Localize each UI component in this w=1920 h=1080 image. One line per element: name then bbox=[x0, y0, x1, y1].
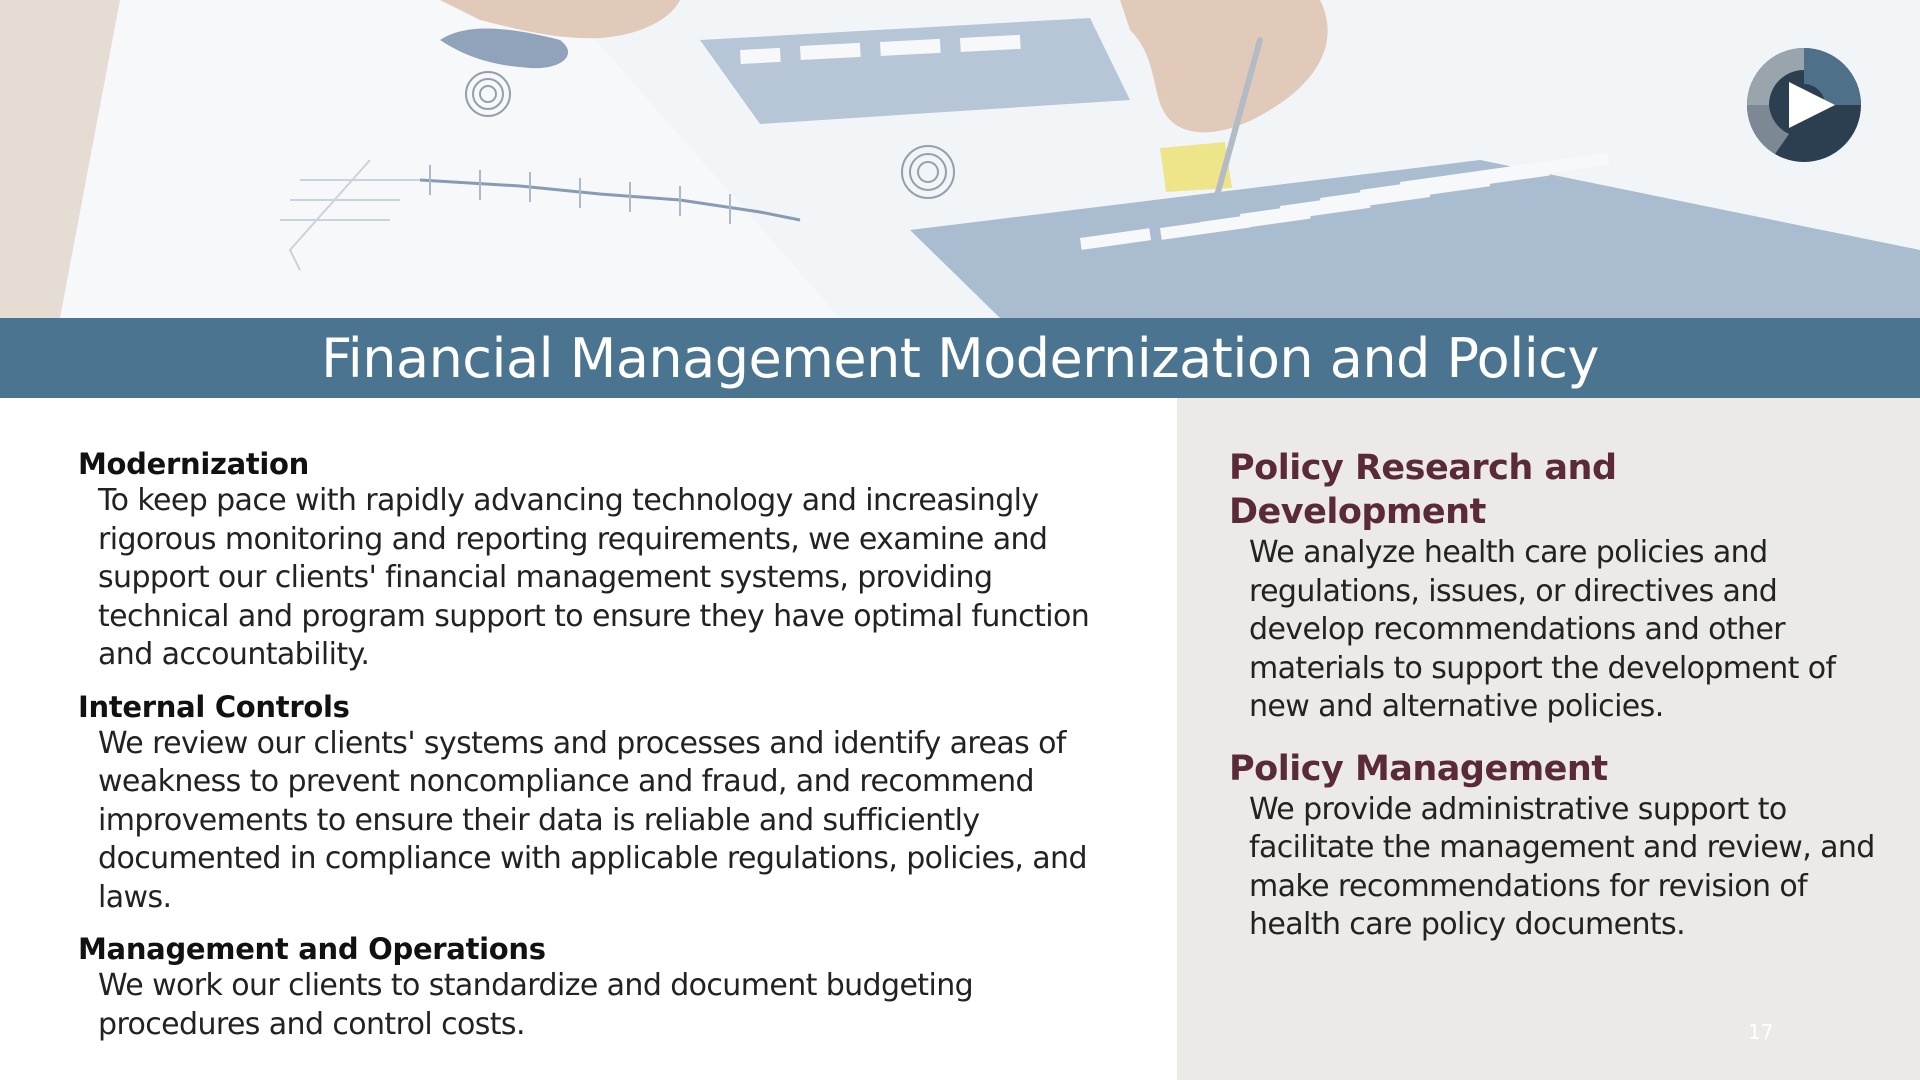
section-body: To keep pace with rapidly advancing technology and increasingly rigorous monitoring and reporting requirements, we examine and support our clients' financial management systems, providing technical and program support to ensure they have optimal function and accountability. bbox=[98, 483, 1090, 672]
section-heading: Internal Controls bbox=[78, 689, 350, 724]
section-heading: Management and Operations bbox=[78, 932, 546, 966]
circular-play-logo-icon bbox=[1745, 46, 1863, 164]
section-heading: Policy Management bbox=[1229, 748, 1608, 789]
section-management-operations bbox=[78, 931, 1118, 1044]
financial-charts-photo bbox=[0, 0, 1920, 318]
page-title: Financial Management Modernization and Policy bbox=[321, 326, 1599, 390]
section-body: We review our clients' systems and processes and identify areas of weakness to prevent noncompliance and fraud, and recommend improvements to ensure their data is reliable and sufficiently documented in compliance with applicable regulations, policies, and laws. bbox=[98, 725, 1087, 915]
section-body: We provide administrative support to facilitate the management and review, and make recommendations for revision of health care policy documents. bbox=[1249, 791, 1875, 942]
section-policy-research bbox=[1229, 446, 1879, 727]
title-band bbox=[0, 318, 1920, 398]
left-column bbox=[78, 446, 1118, 1058]
header-photo bbox=[0, 0, 1920, 318]
section-policy-management bbox=[1229, 747, 1879, 945]
right-panel bbox=[1177, 398, 1920, 1080]
section-heading: Modernization bbox=[78, 447, 310, 481]
section-body: We analyze health care policies and regulations, issues, or directives and develop recommendations and other materials to support the development of new and alternative policies. bbox=[1249, 535, 1836, 724]
right-column bbox=[1229, 446, 1879, 965]
section-body: We work our clients to standardize and document budgeting procedures and control costs. bbox=[98, 968, 974, 1042]
section-internal-controls bbox=[78, 689, 1118, 918]
section-modernization bbox=[78, 446, 1118, 675]
page-number: 17 bbox=[1748, 1020, 1774, 1044]
section-heading: Policy Research and Development bbox=[1229, 448, 1617, 532]
